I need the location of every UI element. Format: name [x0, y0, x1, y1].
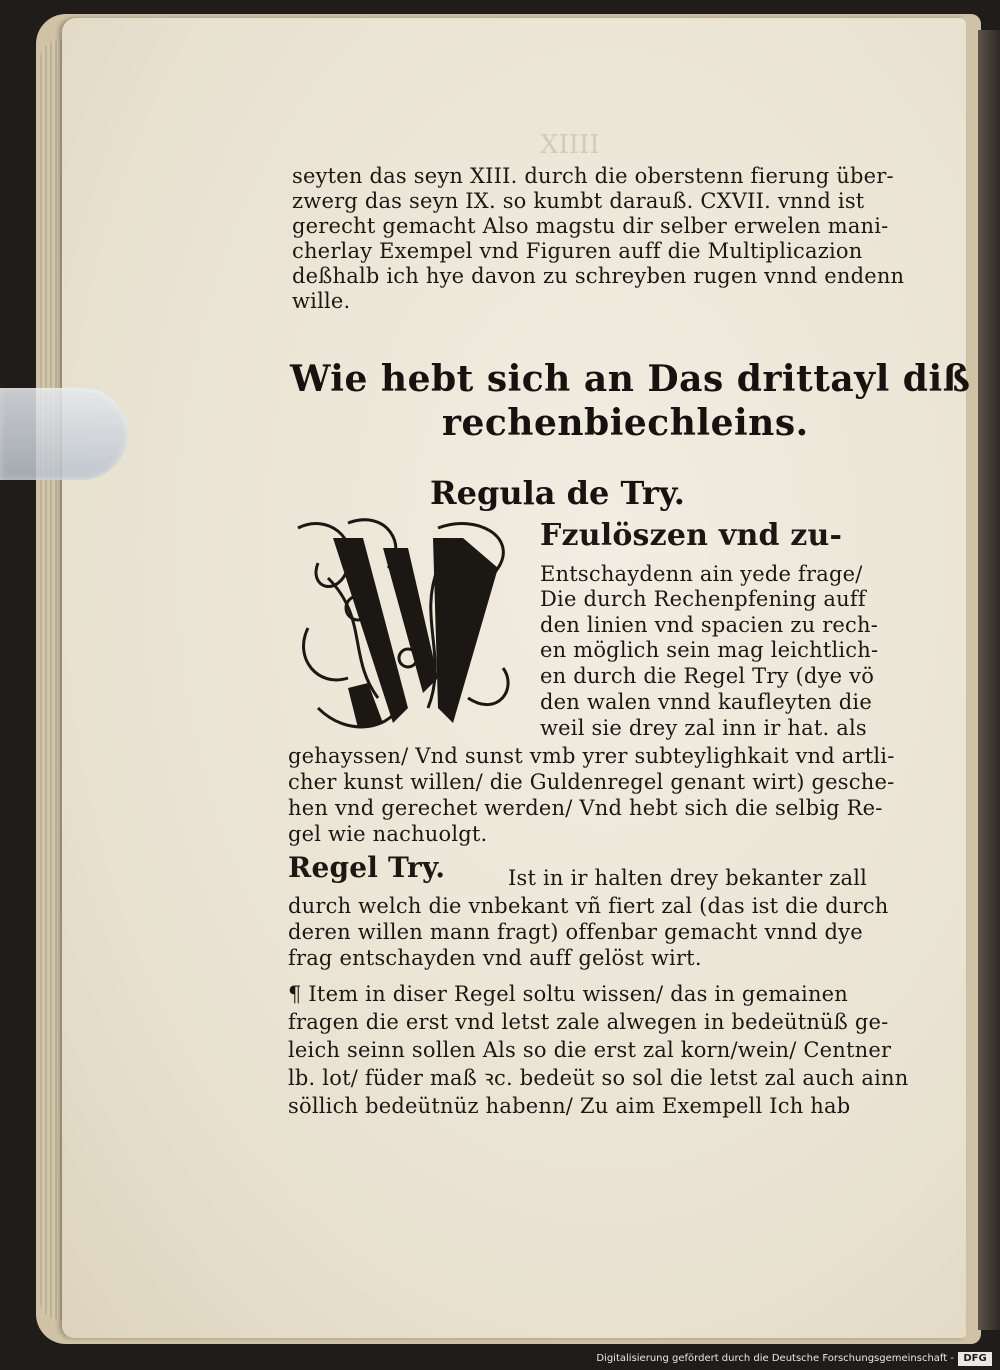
- text-line: cherlay Exempel vnd Figuren auff die Multiplicazion: [292, 239, 863, 263]
- text-line: leich seinn sollen Als so die erst zal korn/wein/ Centner: [288, 1038, 892, 1062]
- text-line: deßhalb ich hye davon zu schreyben rugen vnnd endenn: [292, 264, 905, 288]
- text-line: cher kunst willen/ die Guldenregel genant wirt) gesche-: [288, 770, 895, 794]
- text-line: Entschaydenn ain yede frage/: [540, 562, 863, 586]
- text-line: ¶ Item in diser Regel soltu wissen/ das in gemainen: [288, 982, 849, 1006]
- text-line: en durch die Regel Try (dye vö: [540, 664, 875, 688]
- text-line: lb. lot/ füder maß ꝛc. bedeüt so sol die letst zal auch ainn: [288, 1066, 909, 1090]
- text-line: weil sie drey zal inn ir hat. als: [540, 716, 867, 740]
- text-line: en möglich sein mag leichtlich-: [540, 638, 879, 662]
- text-line: durch welch die vnbekant vñ fiert zal (das ist die durch: [288, 894, 889, 918]
- text-line: zwerg das seyn IX. so kumbt darauß. CXVII. vnnd ist: [292, 189, 865, 213]
- text-line: Die durch Rechenpfening auff: [540, 587, 866, 611]
- section-heading-line2: rechenbiechleins.: [442, 402, 809, 444]
- show-through-decoration: XIIII: [540, 130, 600, 160]
- text-line: frag entschayden vnd auff gelöst wirt.: [288, 946, 702, 970]
- text-line: den walen vnnd kaufleyten die: [540, 690, 872, 714]
- text-line: seyten das seyn XIII. durch die oberstenn fierung über-: [292, 164, 894, 188]
- ornate-initial-letter-icon: [288, 508, 528, 744]
- text-line: deren willen mann fragt) offenbar gemacht vnnd dye: [288, 920, 863, 944]
- text-line: gel wie nachuolgt.: [288, 822, 488, 846]
- section-heading: Wie hebt sich an Das drittayl diß: [290, 358, 971, 400]
- text-line: Ist in ir halten drey bekanter zall: [508, 866, 868, 890]
- text-line: gehayssen/ Vnd sunst vmb yrer subteylighkait vnd artli-: [288, 744, 895, 768]
- text-line: den linien vnd spacien zu rech-: [540, 613, 879, 637]
- text-line: hen vnd gerechet werden/ Vnd hebt sich die selbig Re-: [288, 796, 883, 820]
- text-line: söllich bedeütnüz habenn/ Zu aim Exempell Ich hab: [288, 1094, 851, 1118]
- text-line: wille.: [292, 289, 351, 313]
- rule-label: Regel Try.: [288, 851, 446, 884]
- subheading: Regula de Try.: [430, 474, 685, 512]
- text-line: gerecht gemacht Also magstu dir selber erwelen mani-: [292, 214, 889, 238]
- text-line: fragen die erst vnd letst zale alwegen in bedeütnüß ge-: [288, 1010, 889, 1034]
- dfg-logo: DFG: [958, 1352, 992, 1366]
- footer-bar: [0, 1344, 1000, 1370]
- funding-credit: Digitalisierung gefördert durch die Deutsche Forschungsgemeinschaft -: [596, 1353, 954, 1364]
- text-line: Fzulöszen vnd zu-: [540, 518, 843, 553]
- decorated-initial: [288, 508, 528, 744]
